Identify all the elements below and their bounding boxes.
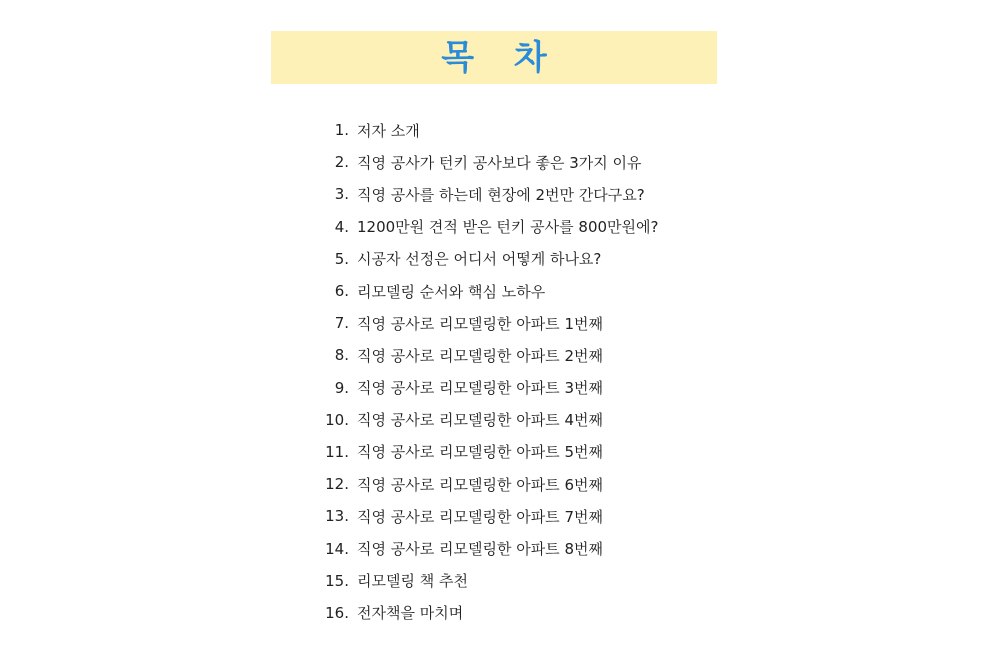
toc-item-title: 직영 공사로 리모델링한 아파트 5번째 <box>357 443 603 462</box>
toc-item-number: 14. <box>325 539 349 558</box>
toc-item <box>320 565 658 597</box>
toc-item-title: 직영 공사로 리모델링한 아파트 2번째 <box>357 346 603 365</box>
toc-item-title: 직영 공사로 리모델링한 아파트 8번째 <box>357 540 603 559</box>
toc-item-title: 직영 공사로 리모델링한 아파트 1번째 <box>357 314 603 333</box>
toc-item <box>320 339 658 371</box>
toc-item-number: 4. <box>334 217 349 236</box>
toc-item-number: 11. <box>325 442 349 461</box>
toc-item-number: 3. <box>334 185 349 204</box>
toc-item-title: 시공자 선정은 어디서 어떻게 하나요? <box>357 250 602 269</box>
toc-item-title: 직영 공사가 턴키 공사보다 좋은 3가지 이유 <box>357 153 642 172</box>
toc-item-number: 7. <box>334 314 349 333</box>
toc-item-title: 직영 공사를 하는데 현장에 2번만 간다구요? <box>357 185 645 204</box>
toc-item-number: 10. <box>325 410 349 429</box>
toc-item-number: 15. <box>325 571 349 590</box>
toc-item-title: 저자 소개 <box>357 121 420 140</box>
page-title: 목 차 <box>441 37 561 78</box>
toc-item-title: 1200만원 견적 받은 턴키 공사를 800만원에? <box>357 218 659 237</box>
toc-item <box>320 275 658 307</box>
toc-item-number: 2. <box>334 153 349 172</box>
toc-item <box>320 436 658 468</box>
toc-item <box>320 178 658 210</box>
toc-item-title: 직영 공사로 리모델링한 아파트 3번째 <box>357 379 603 398</box>
toc-item <box>320 468 658 500</box>
toc-item-title: 전자책을 마치며 <box>357 604 464 623</box>
toc-item <box>320 597 658 629</box>
toc-item-number: 16. <box>325 603 349 622</box>
toc-item <box>320 532 658 564</box>
toc-item-title: 직영 공사로 리모델링한 아파트 6번째 <box>357 475 603 494</box>
toc-item-title: 직영 공사로 리모델링한 아파트 4번째 <box>357 411 603 430</box>
toc-item-number: 1. <box>334 121 349 140</box>
toc-item-number: 13. <box>325 507 349 526</box>
toc-item-number: 12. <box>325 475 349 494</box>
toc-item <box>320 500 658 532</box>
toc-item-title: 직영 공사로 리모델링한 아파트 7번째 <box>357 507 603 526</box>
table-of-contents <box>320 114 658 629</box>
title-banner <box>271 31 717 84</box>
toc-item <box>320 372 658 404</box>
toc-item-number: 9. <box>334 378 349 397</box>
toc-item-title: 리모델링 순서와 핵심 노하우 <box>357 282 546 301</box>
toc-item <box>320 307 658 339</box>
toc-item <box>320 146 658 178</box>
toc-item <box>320 404 658 436</box>
toc-item <box>320 114 658 146</box>
toc-item-number: 6. <box>334 282 349 301</box>
toc-item-number: 8. <box>334 346 349 365</box>
toc-item-title: 리모델링 책 추천 <box>357 572 468 591</box>
toc-item <box>320 243 658 275</box>
toc-item-number: 5. <box>334 249 349 268</box>
toc-item <box>320 211 658 243</box>
